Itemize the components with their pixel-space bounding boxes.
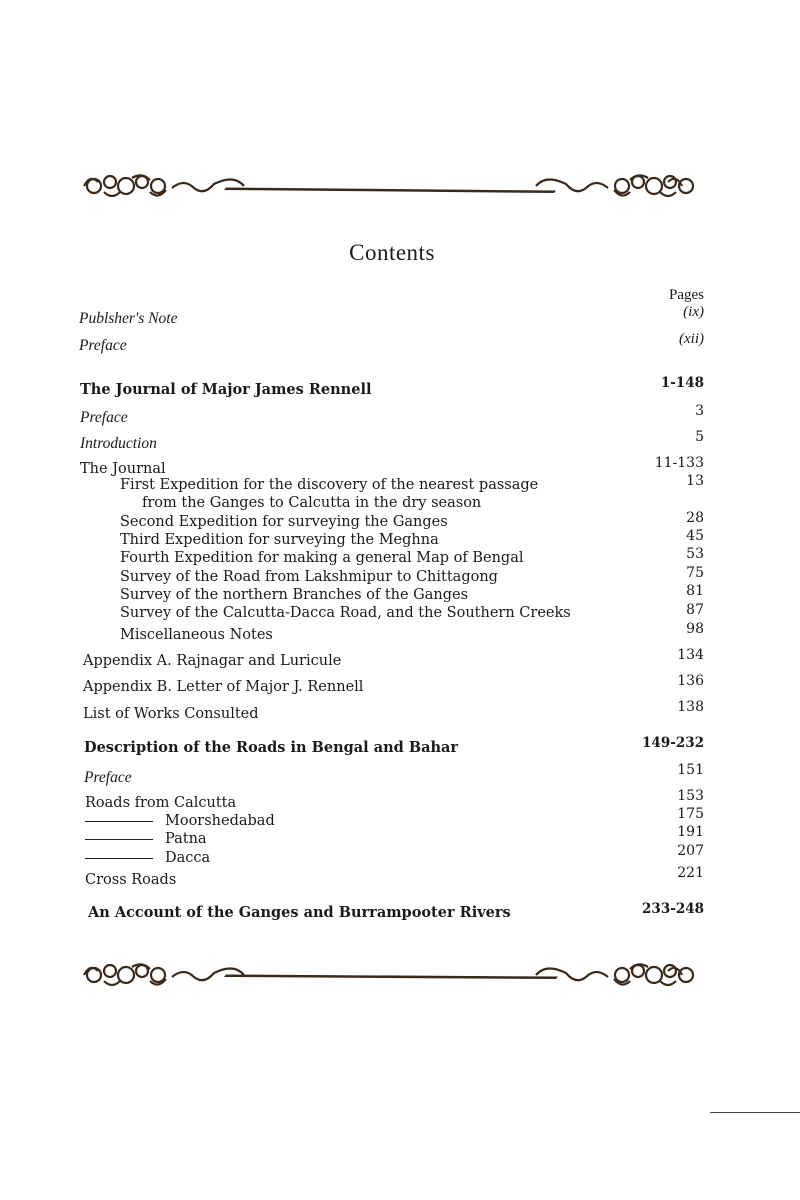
toc-entry-patna xyxy=(85,832,207,847)
toc-entry-survey-road: Survey of the Road from Lakshmipur to Chittagong xyxy=(120,569,498,585)
bottom-ornament-divider xyxy=(74,955,706,995)
toc-page-the-journal: 11-133 xyxy=(654,455,704,471)
pages-column-label: Pages xyxy=(669,287,704,303)
toc-page-first-expedition: 13 xyxy=(686,473,704,489)
toc-page-survey-north: 81 xyxy=(686,583,704,599)
toc-entry-appendix-a: Appendix A. Rajnagar and Luricule xyxy=(83,653,342,669)
toc-page-publisher-note: (ix) xyxy=(683,304,704,320)
toc-entry-introduction: Introduction xyxy=(80,435,157,452)
toc-page-roads: 149-232 xyxy=(642,735,704,751)
toc-page-misc-notes: 98 xyxy=(686,621,704,637)
toc-entry-survey-north: Survey of the northern Branches of the Ganges xyxy=(120,587,469,603)
toc-page-patna: 191 xyxy=(677,824,704,840)
toc-entry-survey-calcutta: Survey of the Calcutta-Dacca Road, and the Southern Creeks xyxy=(120,605,571,621)
toc-page-appendix-a: 134 xyxy=(677,647,704,663)
toc-page-roads-calcutta: 153 xyxy=(677,788,704,804)
toc-page-dacca: 207 xyxy=(677,843,704,859)
toc-entry-works: List of Works Consulted xyxy=(83,706,259,722)
toc-entry-journal-preface: Preface xyxy=(80,409,128,426)
toc-page-works: 138 xyxy=(677,699,704,715)
toc-entry-moorshedabad xyxy=(85,814,275,829)
toc-entry-third-expedition: Third Expedition for surveying the Meghna xyxy=(120,532,439,548)
toc-entry-first-expedition: First Expedition for the discovery of the nearest passage xyxy=(120,477,539,493)
page-title: Contents xyxy=(349,240,435,265)
toc-entry-roads-calcutta: Roads from Calcutta xyxy=(85,795,237,811)
toc-entry-preface: Preface xyxy=(79,337,127,354)
toc-page-moorshedabad: 175 xyxy=(677,806,704,822)
ditto-line xyxy=(85,839,153,840)
toc-page-account: 233-248 xyxy=(642,901,704,917)
toc-page-second-expedition: 28 xyxy=(686,510,704,526)
top-ornament-divider xyxy=(74,166,706,206)
toc-entry-appendix-b: Appendix B. Letter of Major J. Rennell xyxy=(83,679,364,695)
toc-entry-misc-notes: Miscellaneous Notes xyxy=(120,627,273,643)
toc-page-cross-roads: 221 xyxy=(677,865,704,881)
toc-page-preface: (xii) xyxy=(679,331,704,347)
ditto-line xyxy=(85,858,153,859)
toc-entry-fourth-expedition: Fourth Expedition for making a general Map of Bengal xyxy=(120,550,524,566)
toc-section-journal: The Journal of Major James Rennell xyxy=(80,381,372,398)
toc-entry-dacca xyxy=(85,851,210,866)
toc-entry-moorshedabad-label: Moorshedabad xyxy=(165,813,275,829)
toc-entry-the-journal: The Journal xyxy=(80,461,166,477)
toc-section-account: An Account of the Ganges and Burrampooter Rivers xyxy=(88,904,511,921)
toc-entry-roads-preface: Preface xyxy=(84,769,132,786)
toc-page-survey-road: 75 xyxy=(686,565,704,581)
toc-page-survey-calcutta: 87 xyxy=(686,602,704,618)
toc-entry-cross-roads: Cross Roads xyxy=(85,872,177,888)
toc-section-roads: Description of the Roads in Bengal and Bahar xyxy=(84,739,459,756)
scan-edge-mark xyxy=(710,1112,800,1113)
toc-page-fourth-expedition: 53 xyxy=(686,546,704,562)
toc-entry-first-expedition-cont: from the Ganges to Calcutta in the dry season xyxy=(142,495,482,511)
toc-page-introduction: 5 xyxy=(695,429,704,445)
toc-entry-second-expedition: Second Expedition for surveying the Ganges xyxy=(120,514,448,530)
toc-page-journal: 1-148 xyxy=(660,375,704,391)
toc-page-roads-preface: 151 xyxy=(677,762,704,778)
toc-page-third-expedition: 45 xyxy=(686,528,704,544)
toc-entry-dacca-label: Dacca xyxy=(165,850,211,866)
toc-page-journal-preface: 3 xyxy=(695,403,704,419)
ditto-line xyxy=(85,821,153,822)
toc-entry-patna-label: Patna xyxy=(165,831,207,847)
toc-page-appendix-b: 136 xyxy=(677,673,704,689)
toc-entry-publisher-note: Publsher's Note xyxy=(79,310,178,327)
